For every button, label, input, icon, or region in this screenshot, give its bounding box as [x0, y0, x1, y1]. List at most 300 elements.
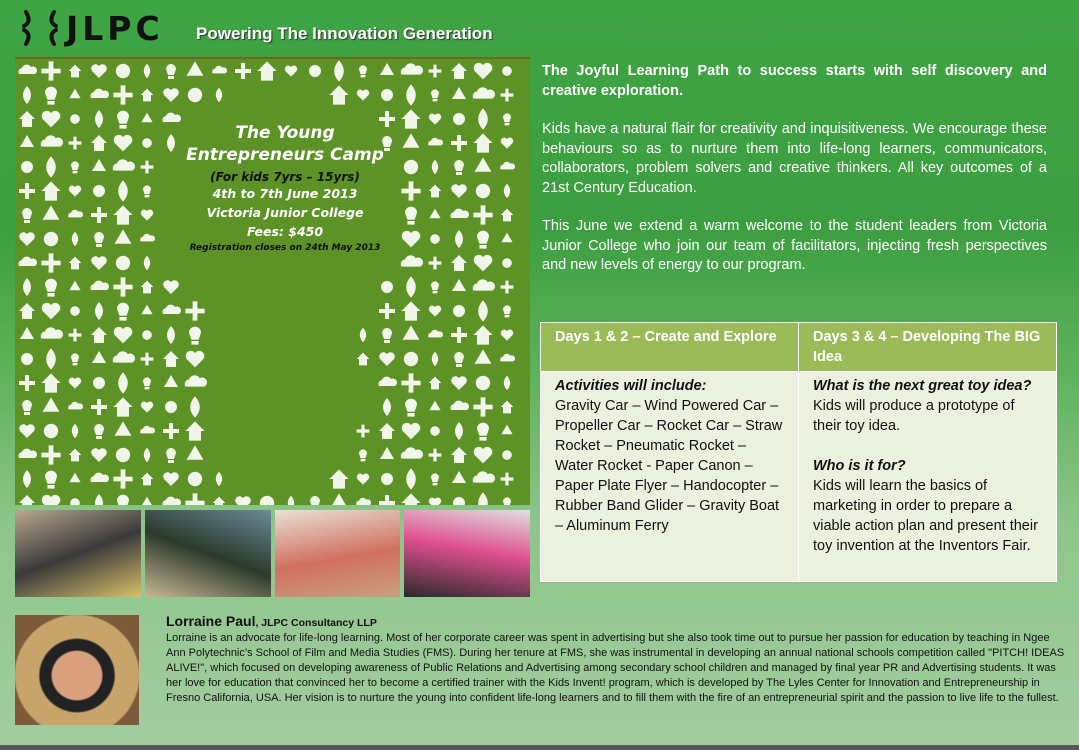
- sun-icon: [116, 64, 130, 78]
- photo-kids-3: [275, 510, 401, 597]
- leaf-icon: [144, 64, 150, 78]
- recycle-icon: [141, 305, 152, 315]
- sun-icon: [70, 498, 80, 505]
- plus-icon: [401, 373, 420, 392]
- plus-icon: [69, 137, 82, 150]
- heart-icon: [429, 114, 441, 125]
- leaf-icon: [504, 376, 510, 390]
- bulb-icon: [431, 89, 439, 101]
- sun-icon: [381, 89, 393, 101]
- heart-icon: [474, 447, 493, 464]
- heart-icon: [42, 495, 61, 505]
- house-icon: [213, 497, 226, 505]
- plus-icon: [113, 85, 132, 104]
- recycle-icon: [187, 445, 204, 459]
- photo-kids-2: [145, 510, 271, 597]
- camp-venue: Victoria Junior College: [206, 205, 364, 220]
- sun-icon: [309, 65, 321, 77]
- heart-icon: [451, 376, 467, 390]
- leaf-icon: [95, 494, 103, 505]
- recycle-icon: [115, 229, 132, 243]
- house-icon: [91, 135, 107, 151]
- plus-icon: [19, 183, 35, 199]
- sun-icon: [188, 472, 202, 486]
- recycle-icon: [380, 447, 394, 459]
- plus-icon: [185, 301, 204, 320]
- house-icon: [473, 325, 492, 344]
- heart-icon: [163, 280, 179, 294]
- bulb-icon: [431, 281, 439, 293]
- sun-icon: [502, 66, 512, 76]
- plus-icon: [41, 61, 60, 80]
- intro-paragraph-2: Kids have a natural flair for creativity and inquisitiveness. We encourage these behaviours so as to nurture them into life-long learners, communicators, collaborators, problem solvers and creative thinkers. All key outcomes of a 21st Century Education.: [542, 121, 1047, 196]
- camp-poster: [15, 57, 530, 505]
- heart-icon: [114, 327, 133, 344]
- sun-icon: [93, 185, 105, 197]
- intro-text: [542, 62, 1047, 295]
- recycle-icon: [43, 205, 60, 219]
- intro-lead: The Joyful Learning Path to success starts with self discovery and creative exploration.: [542, 63, 1047, 99]
- plus-icon: [19, 375, 35, 391]
- col2-body-2: Kids will learn the basics of marketing in order to prepare a viable action plan and present their toy invention at the Inventors Fair.: [813, 478, 1038, 554]
- cloud-icon: [473, 87, 495, 98]
- house-icon: [401, 301, 420, 320]
- bulb-icon: [382, 328, 392, 343]
- recycle-icon: [331, 493, 348, 505]
- heart-icon: [163, 88, 179, 102]
- house-icon: [41, 181, 60, 200]
- recycle-icon: [501, 425, 512, 435]
- plus-icon: [141, 353, 154, 366]
- heart-icon: [285, 66, 297, 77]
- bulb-icon: [71, 161, 79, 173]
- heart-icon: [474, 63, 493, 80]
- leaf-icon: [72, 232, 78, 246]
- bulb-icon: [117, 111, 129, 129]
- bulb-icon: [94, 232, 104, 247]
- cloud-icon: [428, 330, 443, 338]
- sun-icon: [453, 113, 465, 125]
- bulb-icon: [477, 423, 489, 441]
- bulb-icon: [143, 377, 151, 389]
- sun-icon: [116, 256, 130, 270]
- recycle-icon: [69, 89, 80, 99]
- plus-icon: [429, 449, 442, 462]
- heart-icon: [91, 448, 107, 462]
- camp-title: The Young: [235, 123, 335, 143]
- recycle-icon: [475, 349, 492, 363]
- cloud-icon: [90, 89, 109, 98]
- recycle-icon: [69, 473, 80, 483]
- heart-icon: [141, 402, 153, 413]
- heart-icon: [451, 184, 467, 198]
- leaf-icon: [95, 302, 103, 320]
- house-icon: [357, 353, 370, 366]
- bio-company: , JLPC Consultancy LLP: [255, 617, 377, 629]
- house-icon: [91, 327, 107, 343]
- plus-icon: [41, 445, 60, 464]
- recycle-icon: [20, 327, 34, 339]
- recycle-icon: [380, 63, 394, 75]
- recycle-icon: [20, 135, 34, 147]
- recycle-icon: [452, 87, 466, 99]
- sun-icon: [502, 258, 512, 268]
- heart-icon: [357, 90, 369, 101]
- camp-registration: Registration closes on 24th May 2013: [189, 243, 381, 253]
- bulb-icon: [45, 471, 57, 489]
- cloud-icon: [185, 375, 207, 386]
- plus-icon: [429, 65, 442, 78]
- sun-icon: [453, 497, 465, 505]
- leaf-icon: [432, 352, 438, 366]
- heart-icon: [235, 496, 251, 505]
- sun-icon: [93, 377, 105, 389]
- cloud-icon: [500, 162, 515, 170]
- plus-icon: [379, 495, 395, 505]
- plus-icon: [185, 493, 204, 505]
- plus-icon: [451, 327, 467, 343]
- heart-icon: [42, 303, 61, 320]
- cloud-icon: [356, 498, 371, 505]
- plus-icon: [501, 89, 514, 102]
- bio-name: Lorraine Paul: [166, 613, 256, 629]
- house-icon: [141, 281, 154, 294]
- cloud-icon: [378, 377, 397, 386]
- plus-icon: [379, 303, 395, 319]
- col1-header: Days 1 & 2 – Create and Explore: [541, 323, 799, 372]
- bulb-icon: [431, 473, 439, 485]
- house-icon: [501, 209, 514, 222]
- intro-paragraph-3: This June we extend a warm welcome to the student leaders from Victoria Junior College who join our team of facilitators, injecting fresh perspectives and new levels of energy to our program.: [542, 218, 1047, 273]
- house-icon: [257, 61, 276, 80]
- cloud-icon: [68, 402, 83, 410]
- plus-icon: [41, 253, 60, 272]
- recycle-icon: [115, 421, 132, 435]
- heart-icon: [42, 111, 61, 128]
- heart-icon: [474, 255, 493, 272]
- col1-body: Gravity Car – Wind Powered Car – Propeller Car – Rocket Car – Straw Rocket – Pneumatic Rocket – Water Rocket - Paper Canon – Paper Plate Flyer – Handocopter – Rubber Band Glider – Gravity Boat – Aluminum Ferry: [555, 398, 783, 534]
- sun-icon: [70, 306, 80, 316]
- leaf-icon: [46, 348, 56, 370]
- bulb-icon: [22, 400, 32, 415]
- heart-icon: [91, 64, 107, 78]
- sun-icon: [44, 424, 58, 438]
- leaf-icon: [23, 470, 31, 488]
- heart-icon: [91, 256, 107, 270]
- heart-icon: [141, 210, 153, 221]
- bulb-icon: [117, 303, 129, 321]
- recycle-icon: [69, 281, 80, 291]
- heart-icon: [379, 352, 395, 366]
- bulb-icon: [477, 231, 489, 249]
- cloud-icon: [90, 473, 109, 482]
- leaf-icon: [144, 448, 150, 462]
- bulb-icon: [503, 305, 511, 317]
- recycle-icon: [187, 61, 204, 75]
- cloud-icon: [450, 209, 469, 218]
- cloud-icon: [162, 497, 181, 505]
- house-icon: [19, 111, 35, 127]
- camp-fees: Fees: $450: [246, 224, 324, 239]
- house-icon: [69, 449, 82, 462]
- plus-icon: [113, 469, 132, 488]
- cloud-icon: [162, 113, 181, 122]
- plus-icon: [429, 257, 442, 270]
- house-icon: [429, 377, 442, 390]
- heart-icon: [69, 186, 81, 197]
- house-icon: [69, 257, 82, 270]
- leaf-icon: [334, 60, 344, 82]
- photo-kids-1: [15, 510, 141, 597]
- cloud-icon: [212, 66, 227, 74]
- bulb-icon: [503, 113, 511, 125]
- col2-cell: [799, 372, 1057, 582]
- leaf-icon: [432, 160, 438, 174]
- leaf-icon: [455, 422, 463, 440]
- bulb-icon: [454, 352, 464, 367]
- leaf-icon: [478, 108, 488, 130]
- cloud-icon: [401, 255, 423, 266]
- house-icon: [379, 423, 395, 439]
- sun-icon: [188, 88, 202, 102]
- col2-body-1: Kids will produce a prototype of their toy idea.: [813, 398, 1015, 434]
- sun-icon: [381, 473, 393, 485]
- plus-icon: [451, 135, 467, 151]
- bulb-icon: [94, 424, 104, 439]
- plus-icon: [113, 277, 132, 296]
- sun-icon: [381, 281, 393, 293]
- recycle-icon: [452, 279, 466, 291]
- col1-cell: [541, 372, 799, 582]
- bulb-icon: [359, 449, 367, 461]
- cloud-icon: [428, 138, 443, 146]
- plus-icon: [501, 473, 514, 486]
- leaf-icon: [455, 230, 463, 248]
- house-icon: [185, 421, 204, 440]
- leaf-icon: [216, 472, 222, 486]
- house-icon: [451, 447, 467, 463]
- bulb-icon: [45, 279, 57, 297]
- bulb-icon: [359, 65, 367, 77]
- heart-icon: [501, 138, 513, 149]
- sun-icon: [142, 330, 152, 340]
- sun-icon: [44, 232, 58, 246]
- cloud-icon: [18, 65, 37, 74]
- bulb-icon: [189, 327, 201, 345]
- sun-icon: [21, 161, 33, 173]
- house-icon: [329, 85, 348, 104]
- cloud-icon: [473, 471, 495, 482]
- leaf-icon: [478, 300, 488, 322]
- heart-icon: [429, 498, 441, 505]
- logo-mark-icon: [20, 8, 60, 48]
- sun-icon: [260, 496, 274, 505]
- leaf-icon: [288, 496, 294, 505]
- leaf-icon: [144, 256, 150, 270]
- plus-icon: [163, 423, 179, 439]
- photo-kids-4: [404, 510, 530, 597]
- bulb-icon: [71, 353, 79, 365]
- heart-icon: [186, 351, 205, 368]
- jlpc-logo: [20, 8, 164, 48]
- house-icon: [69, 65, 82, 78]
- house-icon: [451, 255, 467, 271]
- cloud-icon: [140, 234, 155, 242]
- recycle-icon: [43, 397, 60, 411]
- leaf-icon: [46, 156, 56, 178]
- leaf-icon: [406, 468, 416, 490]
- heart-icon: [402, 423, 421, 440]
- leaf-icon: [190, 396, 200, 418]
- bulb-icon: [22, 208, 32, 223]
- leaf-icon: [383, 398, 391, 416]
- sun-icon: [476, 376, 490, 390]
- heart-icon: [357, 474, 369, 485]
- cloud-icon: [140, 426, 155, 434]
- photo-strip: [15, 510, 530, 597]
- house-icon: [19, 303, 35, 319]
- recycle-icon: [429, 401, 440, 411]
- bulb-icon: [166, 448, 176, 463]
- sun-icon: [430, 426, 440, 436]
- bulb-icon: [405, 399, 417, 417]
- recycle-icon: [429, 209, 440, 219]
- cloud-icon: [500, 354, 515, 362]
- sun-icon: [70, 114, 80, 124]
- leaf-icon: [23, 278, 31, 296]
- sun-icon: [21, 353, 33, 365]
- heart-icon: [114, 135, 133, 152]
- house-icon: [19, 495, 35, 505]
- cloud-icon: [90, 281, 109, 290]
- leaf-icon: [504, 184, 510, 198]
- heart-icon: [69, 378, 81, 389]
- plus-icon: [141, 161, 154, 174]
- leaf-icon: [118, 180, 128, 202]
- cloud-icon: [401, 447, 423, 458]
- recycle-icon: [501, 233, 512, 243]
- heart-icon: [501, 330, 513, 341]
- house-icon: [113, 205, 132, 224]
- col2-header: Days 3 & 4 – Developing The BIG Idea: [799, 323, 1057, 372]
- cloud-icon: [18, 257, 37, 266]
- leaf-icon: [23, 86, 31, 104]
- plus-icon: [91, 399, 107, 415]
- leaf-icon: [406, 276, 416, 298]
- bulb-icon: [143, 185, 151, 197]
- bio-text: Lorraine is an advocate for life-long learning. Most of her corporate career was spent in advertising but she also took time out to pursue her passion for education by teaching in Ngee Ann Polytechnic’s School of Film and Media Studies (FMS). During her tenure at FMS, she was instrumental in developing an annual national schools competition called "PITCH! IDEAS ALIVE!", which focused on developing awareness of Public Relations and Advertising among secondary school children and managed by final year PR and Advertising students. It was her love for education that convinced her to become a certified trainer with the Kids Invent! program, which is developed by The Lyles Center for Innovation and Entrepreneurship in Fresno California, USA. Her vision is to nurture the young into confident life-long learners and to fill them with the fire of an entrepreneurial spirit and the passion to live life to the fullest.: [166, 632, 1065, 704]
- recycle-icon: [92, 351, 106, 363]
- camp-title-2: Entrepreneurs Camp: [186, 145, 384, 165]
- col1-subhead: Activities will include:: [555, 378, 707, 394]
- logo-text: JLPC: [66, 8, 164, 48]
- house-icon: [501, 401, 514, 414]
- house-icon: [329, 469, 348, 488]
- heart-icon: [19, 232, 35, 246]
- plus-icon: [69, 329, 82, 342]
- bulb-icon: [454, 160, 464, 175]
- cloud-icon: [41, 327, 63, 338]
- cloud-icon: [18, 449, 37, 458]
- cloud-icon: [68, 210, 83, 218]
- camp-dates: 4th to 7th June 2013: [212, 186, 358, 201]
- house-icon: [451, 63, 467, 79]
- leaf-icon: [216, 88, 222, 102]
- camp-info: [160, 122, 410, 253]
- program-table: [540, 322, 1057, 582]
- cloud-icon: [41, 135, 63, 146]
- col2-subhead-1: What is the next great toy idea?: [813, 378, 1032, 394]
- cloud-icon: [113, 159, 135, 170]
- sun-icon: [116, 448, 130, 462]
- heart-icon: [429, 306, 441, 317]
- house-icon: [401, 493, 420, 505]
- recycle-icon: [452, 471, 466, 483]
- tagline: Powering The Innovation Generation: [196, 24, 493, 43]
- house-icon: [113, 397, 132, 416]
- recycle-icon: [403, 325, 420, 339]
- sun-icon: [476, 184, 490, 198]
- house-icon: [429, 185, 442, 198]
- col2-subhead-2: Who is it for?: [813, 458, 906, 474]
- cloud-icon: [473, 279, 495, 290]
- house-icon: [163, 351, 179, 367]
- heart-icon: [163, 472, 179, 486]
- bulb-icon: [45, 87, 57, 105]
- recycle-icon: [164, 375, 178, 387]
- leaf-icon: [360, 328, 366, 342]
- bio: [166, 614, 1071, 706]
- heart-icon: [19, 424, 35, 438]
- recycle-icon: [475, 157, 492, 171]
- leaf-icon: [478, 492, 488, 505]
- leaf-icon: [167, 326, 175, 344]
- leaf-icon: [406, 84, 416, 106]
- house-icon: [473, 133, 492, 152]
- leaf-icon: [72, 424, 78, 438]
- recycle-icon: [141, 113, 152, 123]
- bulb-icon: [503, 497, 511, 505]
- plus-icon: [501, 281, 514, 294]
- sun-icon: [453, 305, 465, 317]
- bottom-border: [0, 745, 1079, 750]
- sun-icon: [142, 138, 152, 148]
- plus-icon: [473, 205, 492, 224]
- header: [0, 0, 1079, 56]
- house-icon: [141, 473, 154, 486]
- bulb-icon: [117, 495, 129, 505]
- plus-icon: [91, 207, 107, 223]
- sun-icon: [165, 401, 177, 413]
- leaf-icon: [95, 110, 103, 128]
- recycle-icon: [92, 159, 106, 171]
- house-icon: [141, 89, 154, 102]
- plus-icon: [473, 397, 492, 416]
- cloud-icon: [113, 351, 135, 362]
- bulb-icon: [166, 64, 176, 79]
- portrait-photo: [15, 615, 139, 725]
- bulb-icon: [310, 496, 320, 505]
- cloud-icon: [401, 63, 423, 74]
- plus-icon: [357, 425, 370, 438]
- leaf-icon: [118, 372, 128, 394]
- cloud-icon: [450, 401, 469, 410]
- sun-icon: [502, 450, 512, 460]
- cloud-icon: [162, 305, 181, 314]
- recycle-icon: [141, 497, 152, 505]
- plus-icon: [235, 63, 251, 79]
- camp-ages: (For kids 7yrs – 15yrs): [210, 170, 360, 184]
